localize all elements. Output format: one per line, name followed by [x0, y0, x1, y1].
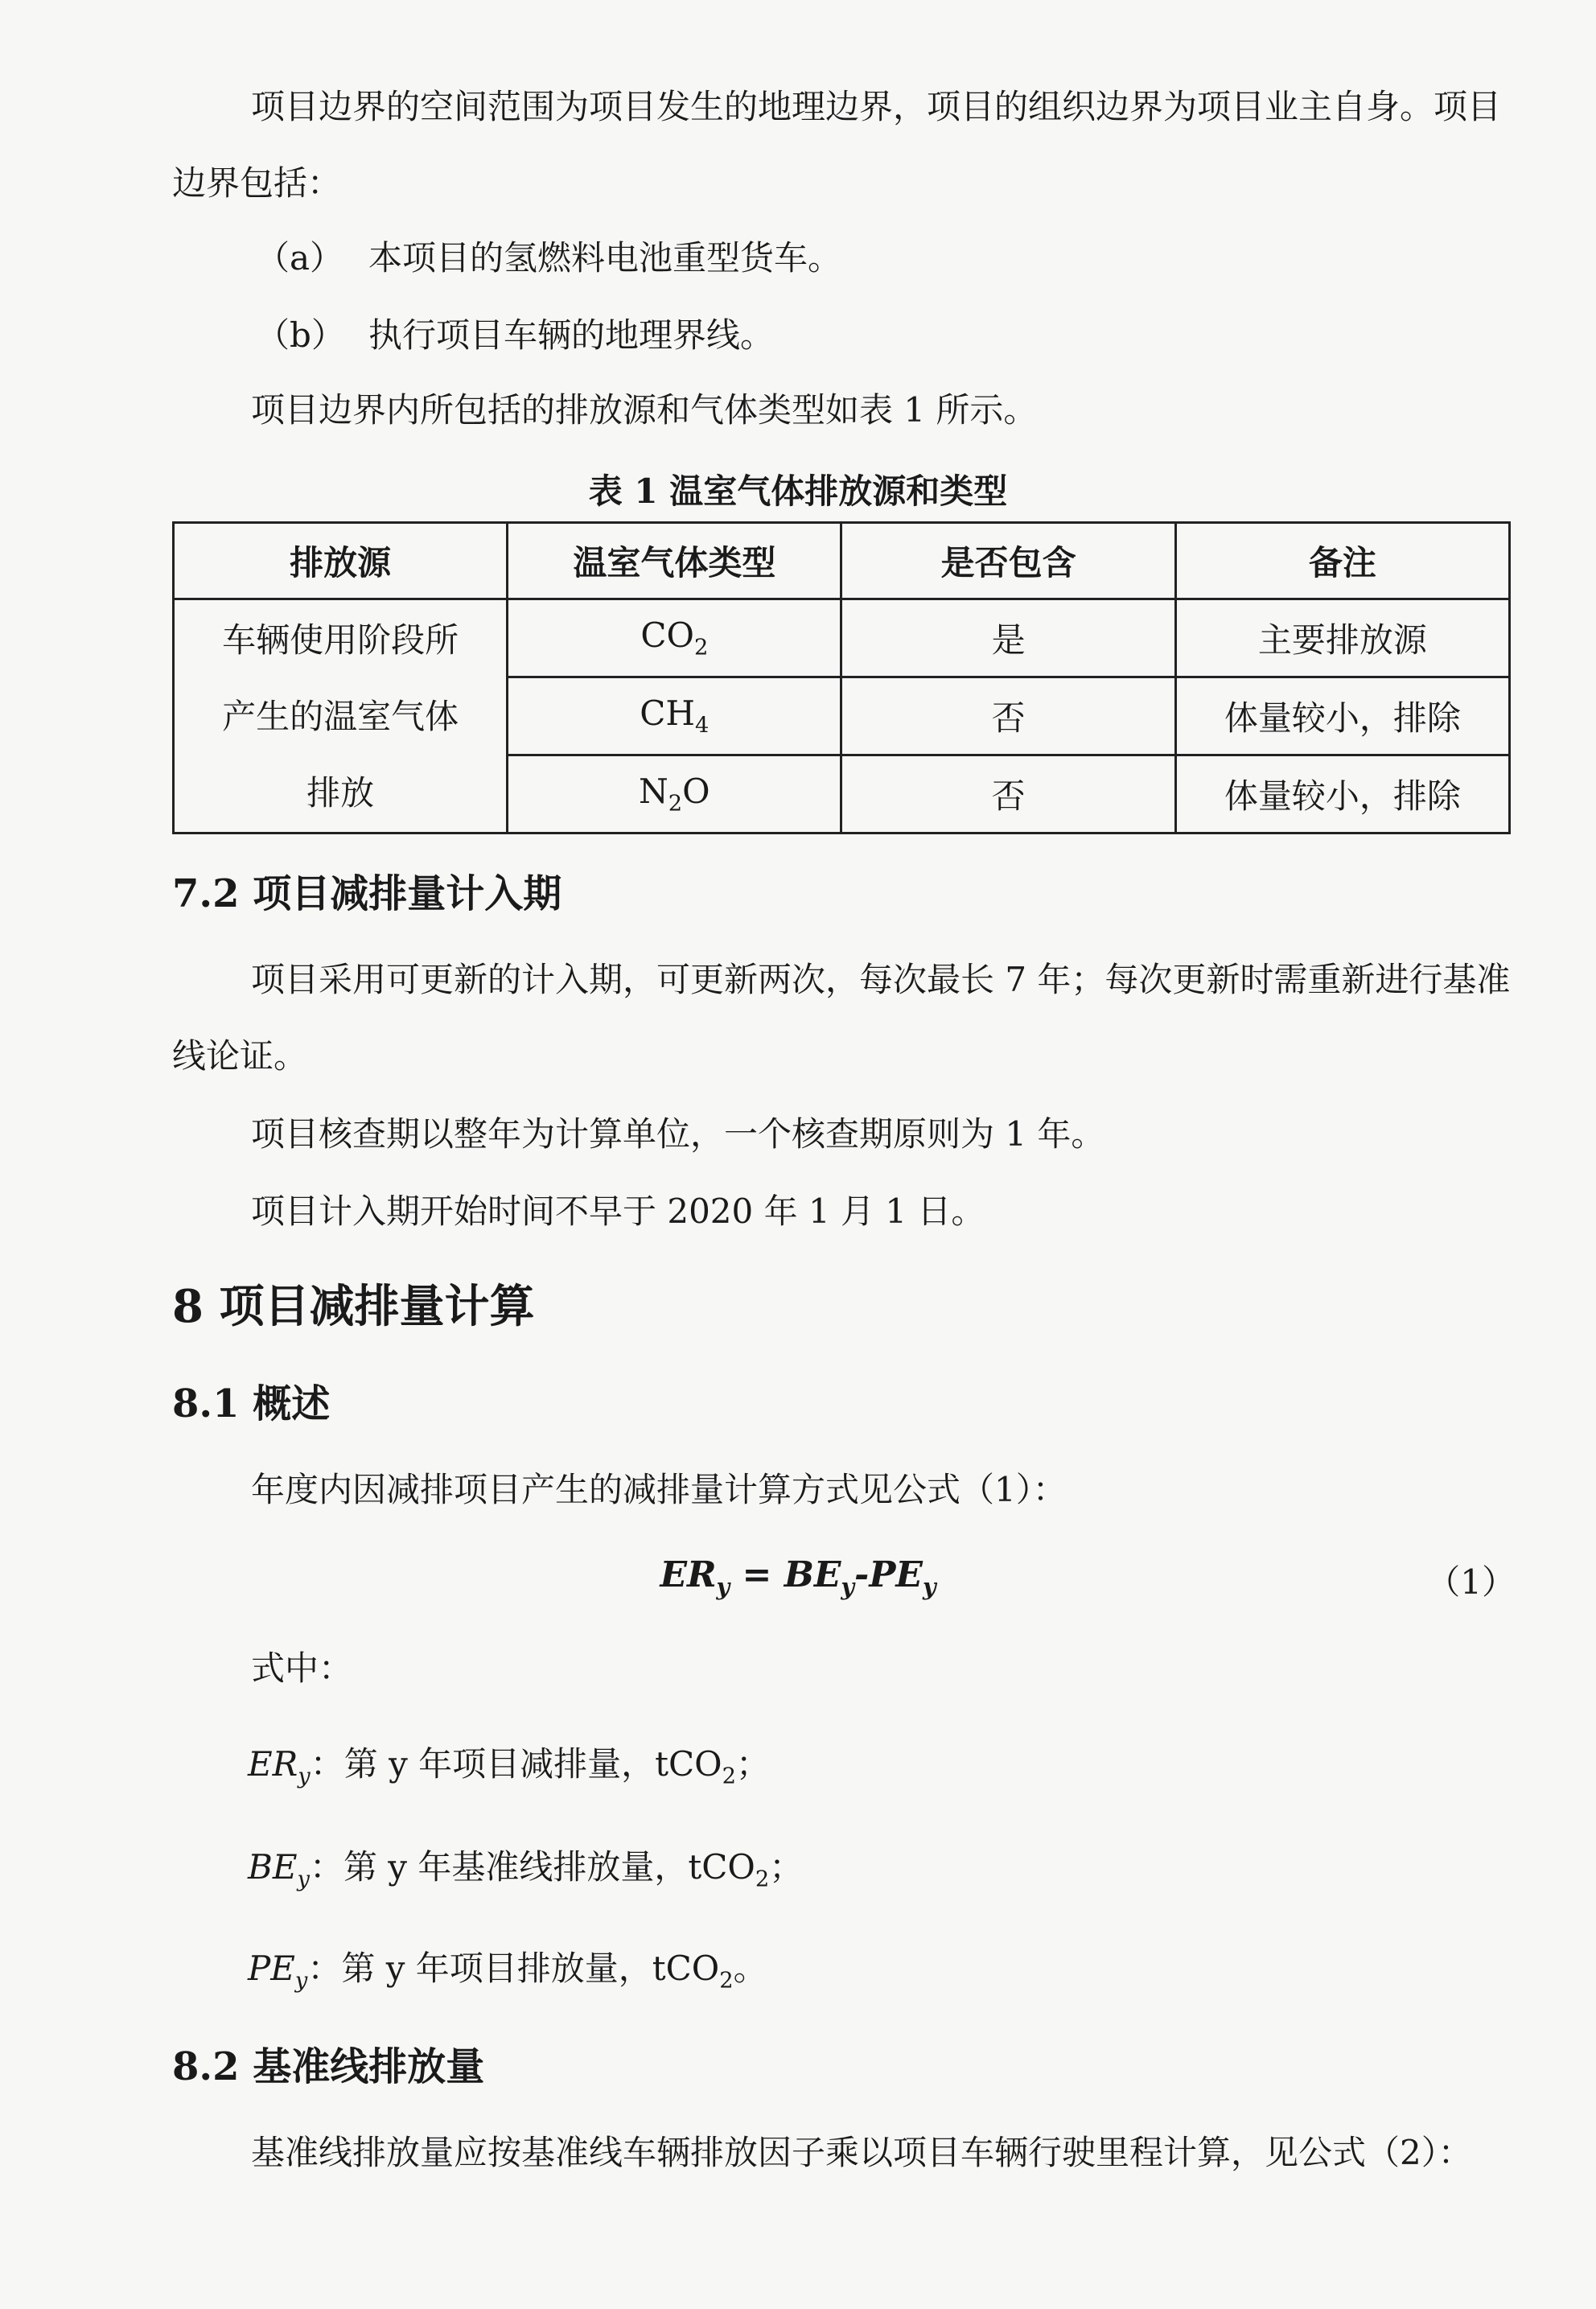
var-end: ； [769, 1847, 804, 1887]
where-label: 式中： [251, 1648, 353, 1688]
formula-sub: y [716, 1572, 730, 1600]
gas-formula: CH [640, 694, 696, 734]
header-cell: 是否包含 [841, 523, 1175, 599]
unit-subscript: 2 [722, 1764, 736, 1789]
table-header-row [174, 523, 1510, 599]
var-subscript: y [294, 1968, 308, 1994]
source-line: 车辆使用阶段所 [222, 619, 459, 660]
item-label: （a） [256, 238, 344, 278]
header-cell: 排放源 [174, 523, 508, 599]
gas-formula: N [639, 772, 668, 812]
var-symbol: ER [248, 1744, 298, 1784]
boundary-item-a [256, 232, 841, 280]
emission-source-table [172, 521, 1511, 834]
var-symbol: PE [248, 1949, 295, 1988]
gas-cell [508, 755, 841, 833]
variable-pe [248, 1942, 767, 1993]
note-cell: 体量较小，排除 [1175, 677, 1509, 755]
gas-cell [508, 677, 841, 755]
formula-be: BE [784, 1554, 841, 1595]
overview-paragraph: 年度内因减排项目产生的减排量计算方式见公式（1）： [251, 1470, 1067, 1509]
verification-period-paragraph: 项目核查期以整年为计算单位，一个核查期原则为 1 年。 [251, 1114, 1105, 1154]
included-cell: 否 [841, 755, 1175, 833]
section-8-heading: 8 项目减排量计算 [172, 1280, 535, 1333]
var-desc: ：第 y 年项目减排量，tCO [310, 1744, 722, 1784]
gas-formula: CO [640, 615, 694, 656]
table-caption: 表 1 温室气体排放源和类型 [588, 471, 1008, 511]
gas-subscript: 4 [695, 713, 710, 739]
note-cell: 体量较小，排除 [1175, 755, 1509, 833]
variable-be [248, 1841, 803, 1891]
item-text: 执行项目车辆的地理界线。 [368, 315, 775, 355]
header-cell: 温室气体类型 [508, 523, 841, 599]
formula-1 [0, 1554, 1596, 1600]
section-7-2-heading: 7.2 项目减排量计入期 [172, 871, 562, 916]
var-end: ； [735, 1744, 770, 1784]
included-cell: 是 [841, 599, 1175, 677]
formula-minus: - [854, 1554, 870, 1595]
var-subscript: y [298, 1764, 311, 1789]
baseline-paragraph: 基准线排放量应按基准线车辆排放因子乘以项目车辆行驶里程计算，见公式（2）： [251, 2133, 1472, 2172]
formula-equals: = [730, 1554, 784, 1595]
header-cell: 备注 [1175, 523, 1509, 599]
included-cell: 否 [841, 677, 1175, 755]
crediting-period-paragraph: 项目采用可更新的计入期，可更新两次，每次最长 7 年；每次更新时需重新进行基准线论证。 [172, 960, 1511, 1076]
unit-subscript: 2 [719, 1968, 734, 1994]
item-text: 本项目的氢燃料电池重型货车。 [368, 238, 842, 278]
table-row [174, 599, 1510, 677]
variable-er [248, 1738, 770, 1788]
formula-sub: y [841, 1572, 855, 1600]
var-subscript: y [297, 1867, 310, 1892]
gas-formula-tail: O [682, 772, 710, 812]
gas-subscript: 2 [693, 635, 709, 661]
equation-number: （1） [1426, 1562, 1516, 1602]
unit-subscript: 2 [755, 1867, 770, 1892]
var-end: 。 [733, 1949, 767, 1988]
var-desc: ：第 y 年基准线排放量，tCO [309, 1847, 755, 1887]
source-line: 排放 [306, 772, 375, 813]
formula-pe: PE [869, 1554, 923, 1595]
var-desc: ：第 y 年项目排放量，tCO [307, 1949, 720, 1988]
source-cell [174, 599, 508, 833]
boundary-paragraph: 项目边界的空间范围为项目发生的地理边界，项目的组织边界为项目业主自身。项目边界包括： [172, 87, 1502, 203]
var-symbol: BE [248, 1847, 298, 1887]
item-label: （b） [256, 315, 345, 355]
note-cell: 主要排放源 [1175, 599, 1509, 677]
source-line: 产生的温室气体 [222, 696, 459, 736]
boundary-item-b [256, 309, 774, 357]
formula-er: ER [660, 1554, 717, 1595]
gas-cell [508, 599, 841, 677]
section-8-2-heading: 8.2 基准线排放量 [172, 2044, 485, 2089]
table-intro-paragraph: 项目边界内所包括的排放源和气体类型如表 1 所示。 [251, 390, 1038, 430]
gas-subscript: 2 [668, 791, 683, 817]
section-8-1-heading: 8.1 概述 [172, 1381, 331, 1426]
formula-sub: y [922, 1572, 936, 1600]
start-date-paragraph: 项目计入期开始时间不早于 2020 年 1 月 1 日。 [251, 1192, 985, 1231]
